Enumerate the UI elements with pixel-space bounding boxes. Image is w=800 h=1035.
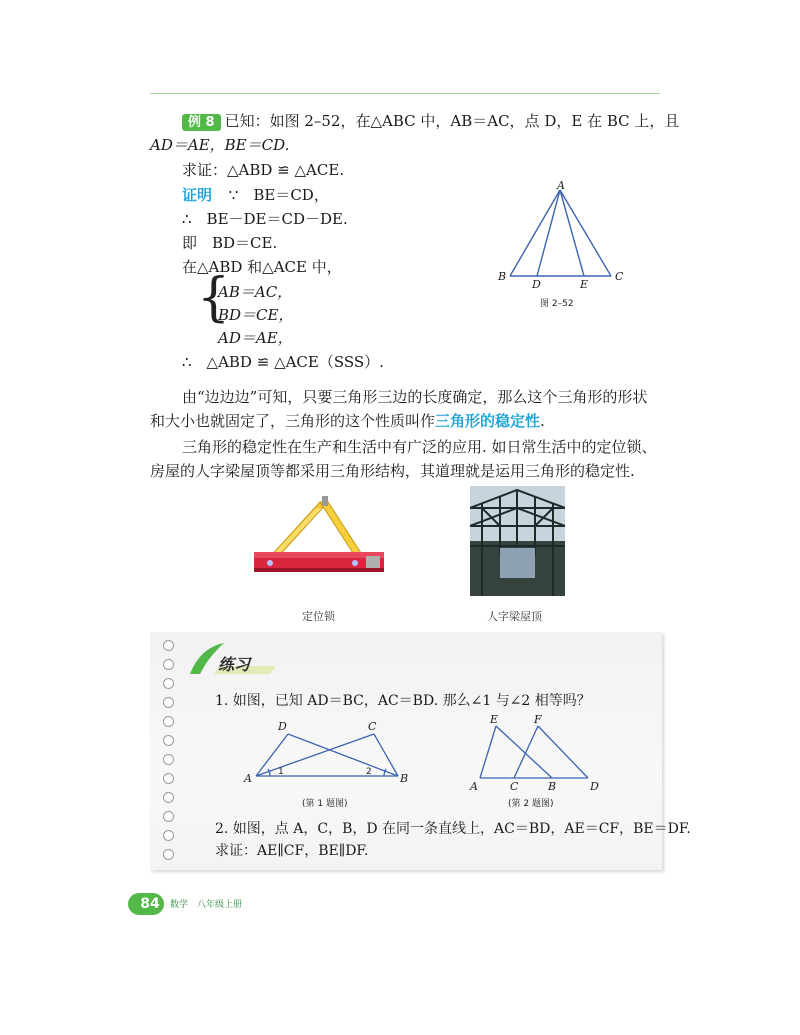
q2-label-c: C xyxy=(510,780,519,793)
q2-label-e: E xyxy=(490,713,499,726)
question-2-line-1: 2. 如图，点 A，C，B，D 在同一条直线上，AC＝BD，AE＝CF，BE＝DF. xyxy=(215,821,691,837)
proof-step-1: ∵ BE＝CD， xyxy=(228,186,329,204)
lock-caption: 定位锁 xyxy=(302,610,335,623)
q2-label-d: D xyxy=(590,780,599,793)
term-stability: 三角形的稳定性 xyxy=(435,412,541,430)
q1-label-b: B xyxy=(400,772,409,785)
segment-ad xyxy=(537,190,560,276)
q1-angle-2: 2 xyxy=(366,767,372,777)
q1-label-a: A xyxy=(244,772,252,785)
system-eq-3: AD＝AE， xyxy=(218,329,293,347)
example-given: 已知：如图 2–52，在△ABC 中，AB＝AC，点 D，E 在 BC 上，且 xyxy=(224,112,680,130)
proof-step-3: 即 BD＝CE. xyxy=(182,234,278,252)
label-b: B xyxy=(498,270,507,283)
proof-step-4: 在△ABD 和△ACE 中， xyxy=(182,258,342,276)
proof-conclusion: ∴ △ABD ≌ △ACE（SSS）. xyxy=(182,353,384,371)
label-c: C xyxy=(615,270,624,283)
label-d: D xyxy=(532,278,541,291)
figure-caption: 图 2–52 xyxy=(540,299,574,309)
question-1-figure xyxy=(240,716,415,808)
q1-caption: (第 1 题图) xyxy=(302,799,348,808)
example-prove: 求证：△ABD ≌ △ACE. xyxy=(182,161,345,179)
proof-step-2: ∴ BE－DE＝CD－DE. xyxy=(182,210,348,228)
example-line-1 xyxy=(182,110,679,133)
paragraph-1-line-2 xyxy=(150,410,545,433)
figure-2-52 xyxy=(490,180,640,315)
q1-label-d: D xyxy=(278,720,287,733)
book-title: 数学 八年级上册 xyxy=(170,900,243,910)
q1-label-c: C xyxy=(368,720,377,733)
label-e: E xyxy=(580,278,589,291)
system-eq-1: AB＝AC， xyxy=(218,283,293,301)
paragraph-1-end: . xyxy=(540,412,545,430)
paragraph-2-line-1: 三角形的稳定性在生产和生活中有广泛的应用. 如日常生活中的定位锁、 xyxy=(182,438,657,456)
q1-angle-1: 1 xyxy=(278,767,284,777)
segment-ab xyxy=(510,190,560,276)
segment-ae xyxy=(560,190,584,276)
page-number: 84 xyxy=(140,896,160,912)
label-a: A xyxy=(557,180,565,192)
exercise-title: 练习 xyxy=(218,655,251,674)
header-rule xyxy=(150,93,660,94)
page-number-badge xyxy=(128,893,164,915)
roof-caption: 人字梁屋顶 xyxy=(487,610,542,623)
roof-photo xyxy=(470,486,565,596)
question-2-line-2: 求证：AE∥CF，BE∥DF. xyxy=(215,843,369,859)
q2-label-b: B xyxy=(548,780,557,793)
q2-label-a: A xyxy=(470,780,478,793)
q2-label-f: F xyxy=(534,713,542,726)
proof-label: 证明 xyxy=(182,186,213,204)
example-badge: 例 8 xyxy=(182,114,221,131)
segment-ac xyxy=(560,190,611,276)
lock-photo xyxy=(250,494,390,589)
example-line-2: AD＝AE，BE＝CD. xyxy=(150,136,290,154)
proof-line-1 xyxy=(182,184,329,207)
paragraph-2-line-2: 房屋的人字梁屋顶等都采用三角形结构，其道理就是运用三角形的稳定性. xyxy=(150,462,635,480)
question-2-figure xyxy=(466,712,611,808)
question-1: 1. 如图，已知 AD＝BC，AC＝BD. 那么∠1 与∠2 相等吗？ xyxy=(215,693,591,709)
q2-caption: (第 2 题图) xyxy=(508,799,554,808)
system-brace: { xyxy=(197,268,231,328)
paragraph-1-text: 和大小也就固定了，三角形的这个性质叫作 xyxy=(150,412,436,430)
system-eq-2: BD＝CE， xyxy=(218,306,294,324)
paragraph-1-line-1: 由“边边边”可知，只要三角形三边的长度确定，那么这个三角形的形状 xyxy=(182,388,648,406)
